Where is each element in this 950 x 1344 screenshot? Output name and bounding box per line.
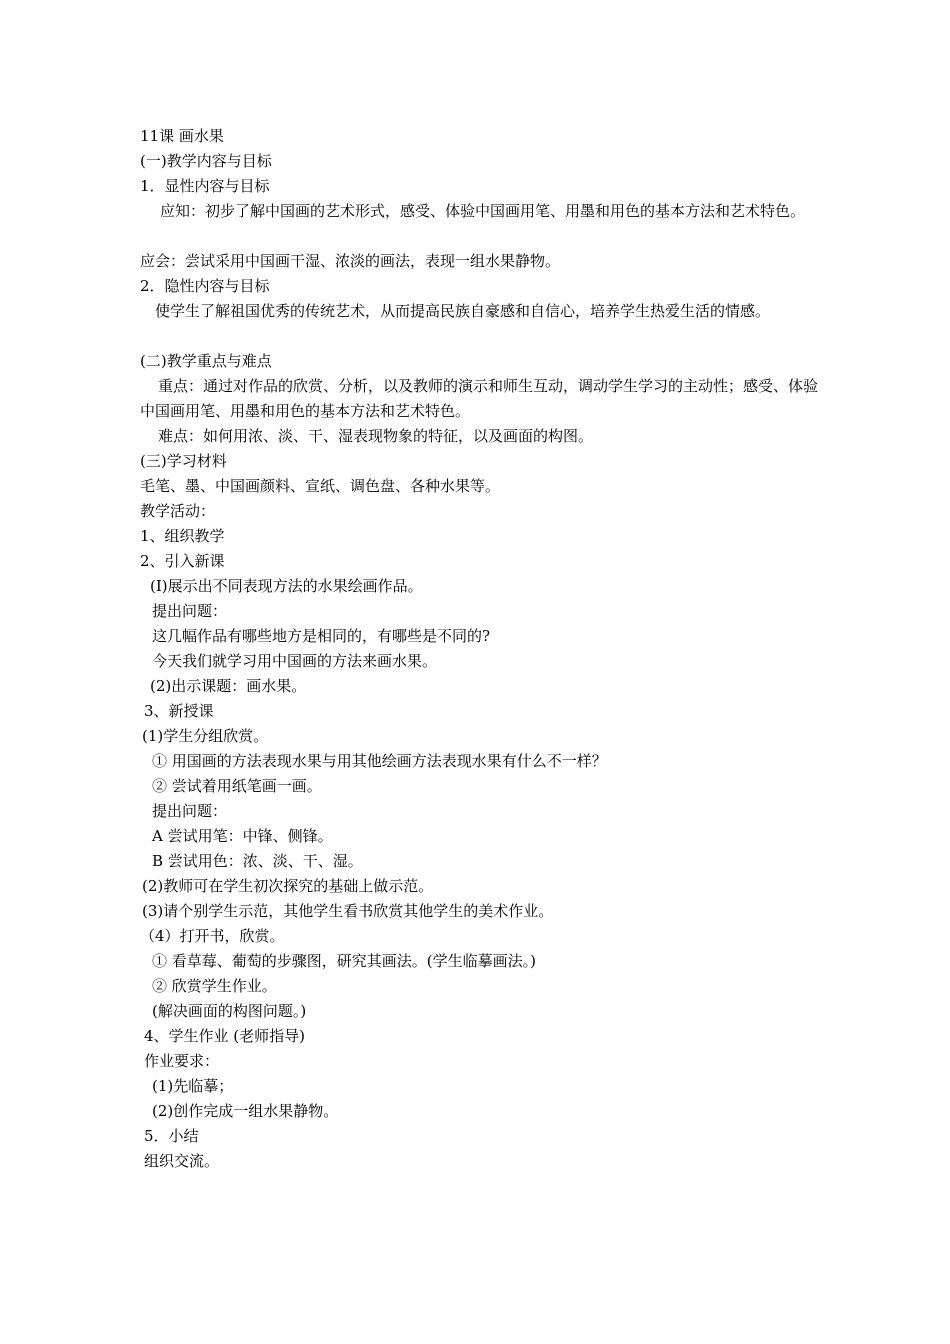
list-item: ① 用国画的方法表现水果与用其他绘画方法表现水果有什么不一样？ <box>152 752 607 770</box>
list-item: (1)先临摹； <box>152 1077 234 1095</box>
activities-heading: 教学活动： <box>140 502 216 520</box>
list-item: (2)创作完成一组水果静物。 <box>152 1102 339 1120</box>
list-item: A 尝试用笔：中锋、侧锋。 <box>152 827 333 845</box>
list-item: （4）打开书，欣赏。 <box>140 927 285 945</box>
list-item: ② 尝试着用纸笔画一画。 <box>152 777 322 795</box>
section-heading-materials: (三)学习材料 <box>140 452 227 470</box>
list-item: (2)教师可在学生初次探究的基础上做示范。 <box>142 877 434 895</box>
implicit-goals-paragraph: 使学生了解祖国优秀的传统艺术，从而提高民族自豪感和自信心，培养学生热爱生活的情感。 <box>155 302 771 320</box>
list-item: 4、学生作业 (老师指导) <box>144 1027 306 1045</box>
list-item: 提出问题： <box>152 602 228 620</box>
list-item: 3、新授课 <box>144 702 214 720</box>
list-item: B 尝试用色：浓、淡、干、湿。 <box>152 852 363 870</box>
subheading-implicit-goals: 2．隐性内容与目标 <box>140 277 270 295</box>
list-item: 1、组织教学 <box>140 527 225 545</box>
subheading-explicit-goals: 1．显性内容与目标 <box>140 177 270 195</box>
list-item: ① 看草莓、葡萄的步骤图，研究其画法。(学生临摹画法。) <box>152 952 536 970</box>
list-item: 5．小结 <box>144 1127 199 1145</box>
materials-paragraph: 毛笔、墨、中国画颜料、宣纸、调色盘、各种水果等。 <box>140 477 501 495</box>
list-item: (1)学生分组欣赏。 <box>142 727 269 745</box>
list-item: 提出问题： <box>152 802 228 820</box>
can-paragraph: 应会：尝试采用中国画干湿、浓淡的画法，表现一组水果静物。 <box>140 252 561 270</box>
list-item: (I)展示出不同表现方法的水果绘画作品。 <box>150 577 423 595</box>
list-item: ② 欣赏学生作业。 <box>152 977 277 995</box>
lesson-title: 11课 画水果 <box>140 127 224 145</box>
list-item: 作业要求： <box>144 1052 220 1070</box>
key-points-paragraph: 重点：通过对作品的欣赏、分析，以及教师的演示和师生互动，调动学生学习的主动性；感受、体验中国画用笔、用墨和用色的基本方法和艺术特色。 <box>140 377 819 420</box>
list-item: (3)请个别学生示范，其他学生看书欣赏其他学生的美术作业。 <box>142 902 554 920</box>
list-item: 组织交流。 <box>144 1152 220 1170</box>
difficulty-paragraph: 难点：如何用浓、淡、干、湿表现物象的特征，以及画面的构图。 <box>158 427 594 445</box>
know-paragraph: 应知：初步了解中国画的艺术形式，感受、体验中国画用笔、用墨和用色的基本方法和艺术特色。 <box>160 202 806 220</box>
list-item: 2、引入新课 <box>140 552 225 570</box>
list-item: 今天我们就学习用中国画的方法来画水果。 <box>152 652 438 670</box>
section-heading-content-goals: (一)教学内容与目标 <box>140 152 272 170</box>
list-item: (解决画面的构图问题。) <box>152 1002 307 1020</box>
list-item: (2)出示课题：画水果。 <box>150 677 307 695</box>
section-heading-key-points: (二)教学重点与难点 <box>140 352 272 370</box>
list-item: 这几幅作品有哪些地方是相同的，有哪些是不同的? <box>152 627 491 645</box>
